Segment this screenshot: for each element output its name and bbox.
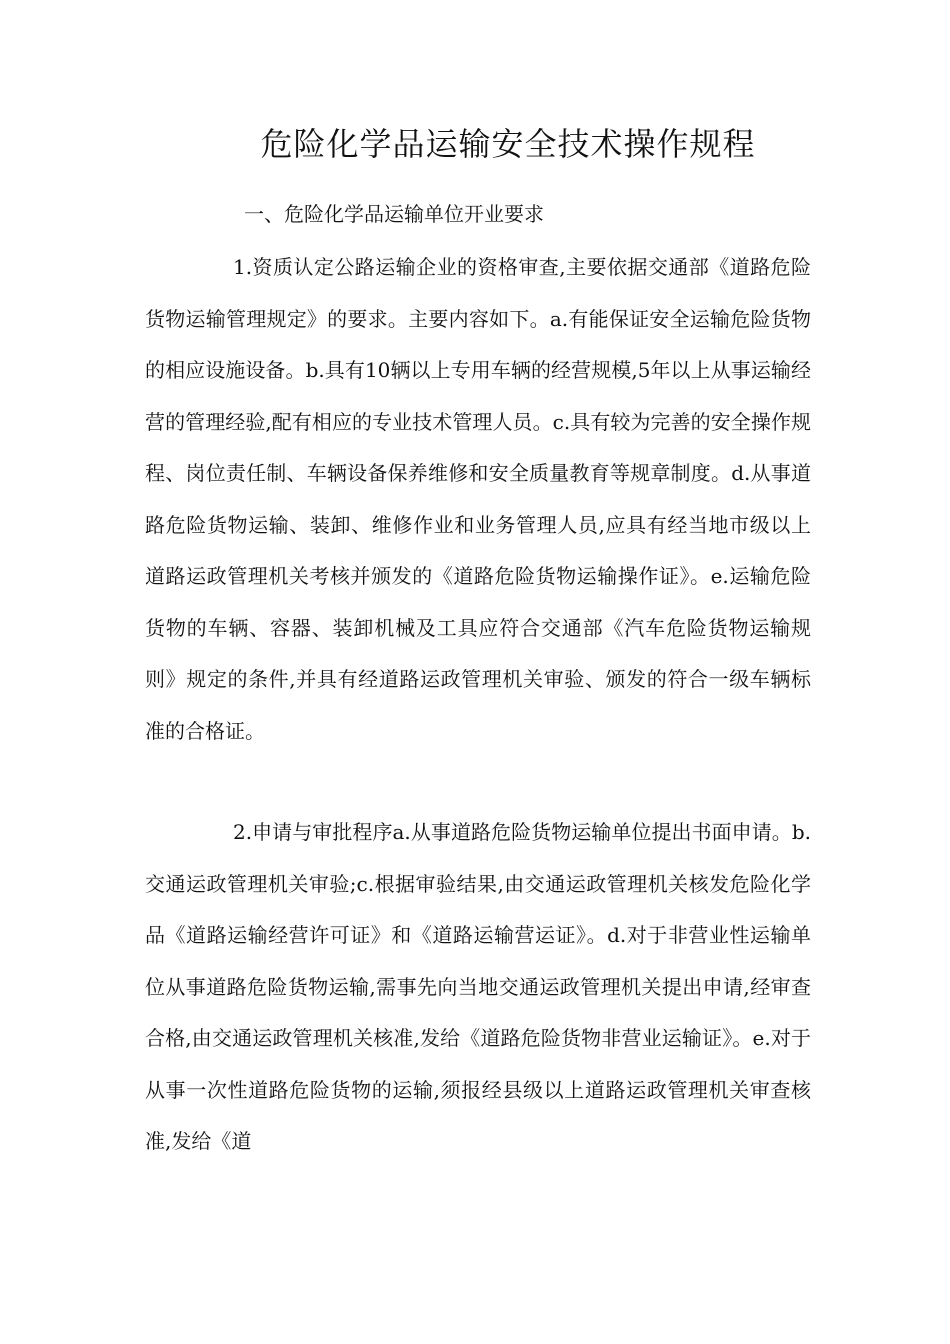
paragraph-application-procedure: 2.申请与审批程序a.从事道路危险货物运输单位提出书面申请。b.交通运政管理机关审验;c.根据审验结果,由交通运政管理机关核发危险化学品《道路运输经营许可证》和《道路运输营运证》。d.对于非营业性运输单位从事道路危险货物运输,需事先向当地交通运政管理机关提出申请,经审查合格,由交通运政管理机关核准,发给《道路危险货物非营业运输证》。e.对于从事一次性道路危险货物的运输,须报经县级以上道路运政管理机关审查核准,发给《道 <box>145 820 811 1153</box>
section-heading: 一、危险化学品运输单位开业要求 <box>244 202 544 226</box>
paragraph-qualification: 1.资质认定公路运输企业的资格审查,主要依据交通部《道路危险货物运输管理规定》的要求。主要内容如下。a.有能保证安全运输危险货物的相应设施设备。b.具有10辆以上专用车辆的经营规模,5年以上从事运输经营的管理经验,配有相应的专业技术管理人员。c.具有较为完善的安全操作规程、岗位责任制、车辆设备保养维修和安全质量教育等规章制度。d.从事道路危险货物运输、装卸、维修作业和业务管理人员,应具有经当地市级以上道路运政管理机关考核并颁发的《道路危险货物运输操作证》。e.运输危险货物的车辆、容器、装卸机械及工具应符合交通部《汽车危险货物运输规则》规定的条件,并具有经道路运政管理机关审验、颁发的符合一级车辆标准的合格证。 <box>145 255 811 743</box>
document-title: 危险化学品运输安全技术操作规程 <box>260 125 756 163</box>
